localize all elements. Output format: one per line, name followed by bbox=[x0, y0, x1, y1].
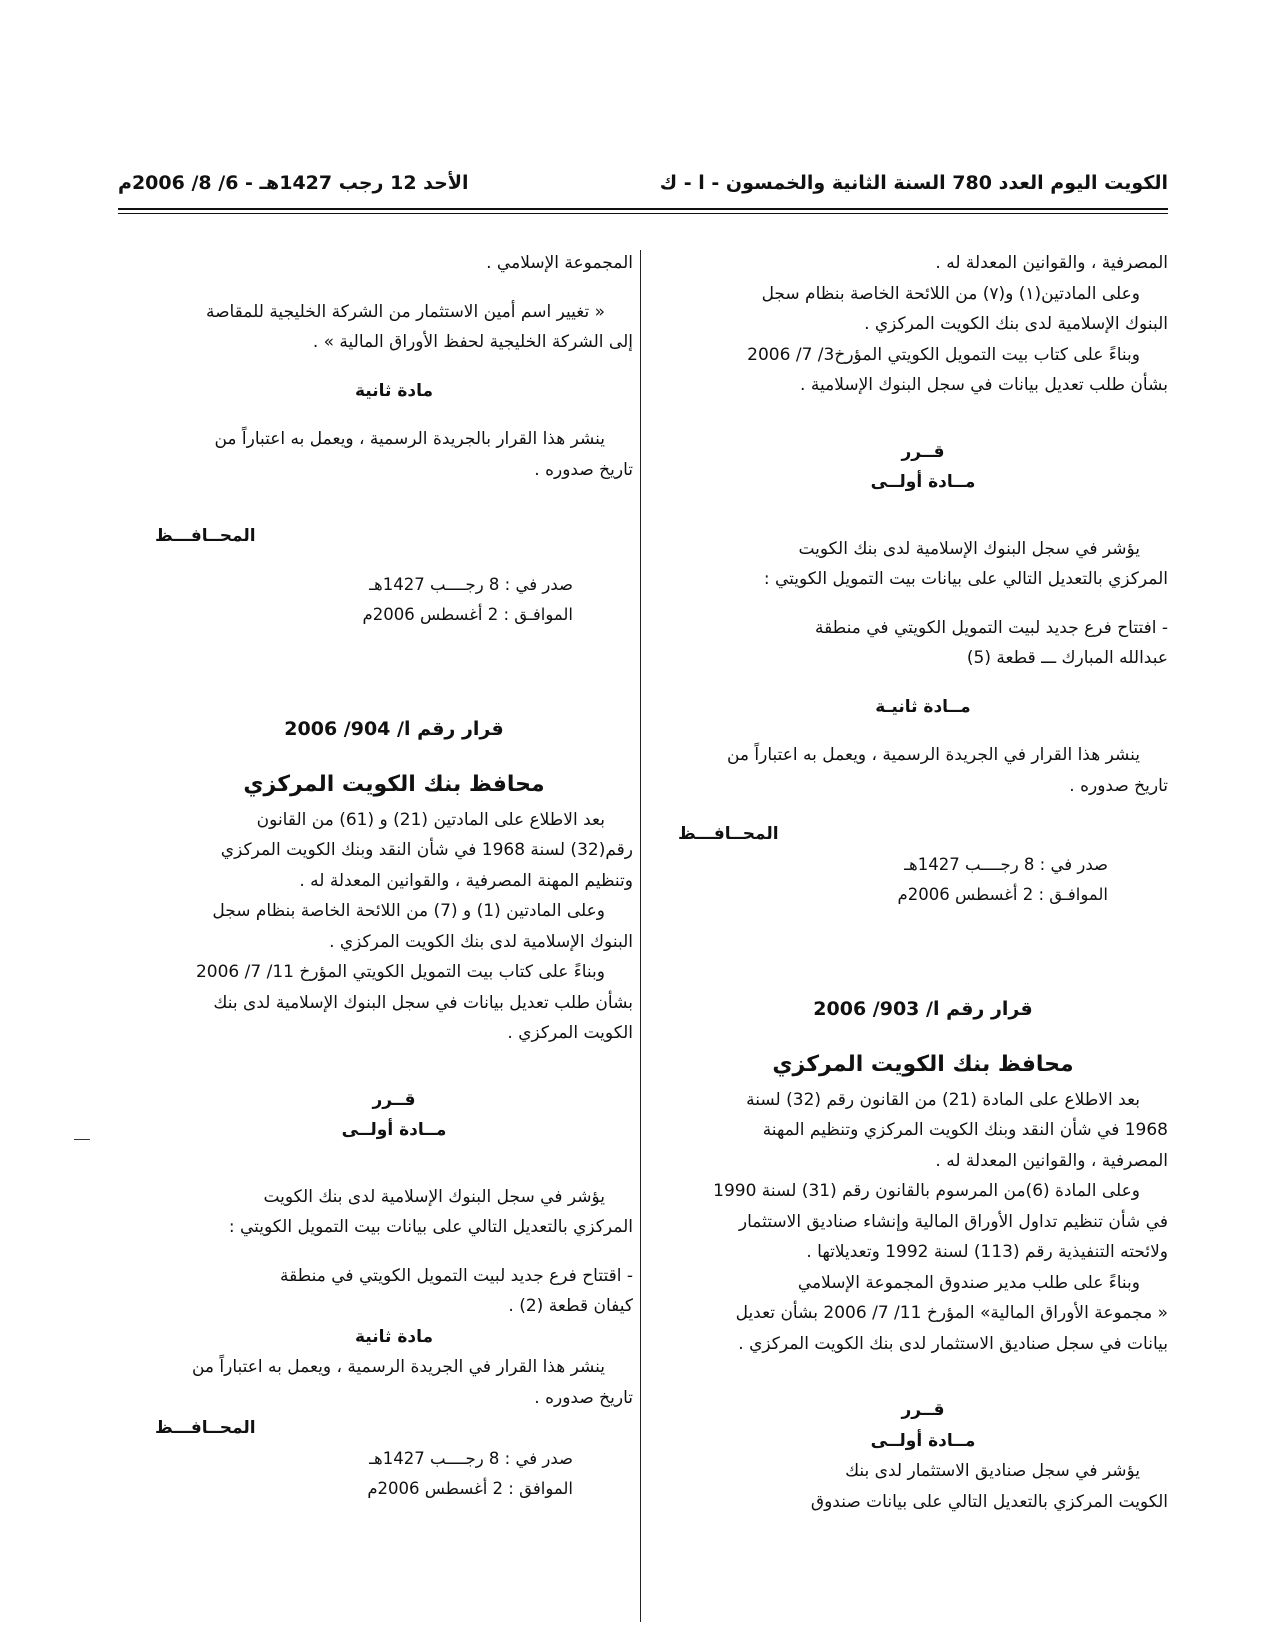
paragraph-line: بعد الاطلاع على المادتين (21) و (61) من القانون bbox=[256, 809, 605, 830]
header-issue-info: الكويت اليوم العدد 780 السنة الثانية والخمسون - ا - ك bbox=[659, 172, 1168, 194]
article-title: مادة ثانية bbox=[355, 1326, 433, 1347]
paragraph-line: المصرفية ، والقوانين المعدلة له . bbox=[935, 1150, 1168, 1171]
paragraph-line: تاريخ صدوره . bbox=[534, 1387, 633, 1408]
paragraph-line: وعلى المادتين (1) و (7) من اللائحة الخاصة بنظام سجل bbox=[212, 901, 605, 921]
corresponding-date: الموافـق : 2 أغسطس 2006م bbox=[897, 884, 1108, 904]
decides-heading: قــرر bbox=[901, 1400, 945, 1420]
header-rule-thick bbox=[118, 208, 1168, 210]
paragraph-line: ينشر هذا القرار في الجريدة الرسمية ، ويعمل به اعتباراً من bbox=[726, 745, 1140, 765]
paragraph-line: البنوك الإسلامية لدى بنك الكويت المركزي . bbox=[329, 931, 633, 952]
paragraph-line: المركزي بالتعديل التالي على بيانات بيت التمويل الكويتي : bbox=[763, 569, 1168, 589]
article-title: مــادة أولــى bbox=[870, 1430, 976, 1451]
paragraph-line: وعلى المادتين(١) و(٧) من اللائحة الخاصة بنظام سجل bbox=[761, 283, 1140, 304]
corresponding-date: الموافـق : 2 أغسطس 2006م bbox=[362, 604, 573, 624]
paragraph-line: المصرفية ، والقوانين المعدلة له . bbox=[935, 253, 1168, 273]
paragraph-line: بشأن طلب تعديل بيانات في سجل البنوك الإسلامية . bbox=[800, 375, 1168, 395]
issue-date: صدر في : 8 رجــــب 1427هـ bbox=[904, 854, 1108, 874]
governor-signature: المحــافـــظ bbox=[155, 1418, 256, 1438]
paragraph-line: الكويت المركزي بالتعديل التالي على بيانات صندوق bbox=[810, 1491, 1168, 1512]
paragraph-line: 1968 في شأن النقد وبنك الكويت المركزي وتنظيم المهنة bbox=[762, 1120, 1168, 1140]
paragraph-line: يؤشر في سجل البنوك الإسلامية لدى بنك الكويت bbox=[798, 538, 1140, 559]
issue-date: صدر في : 8 رجــــب 1427هـ bbox=[369, 1448, 573, 1468]
paragraph-line: يؤشر في سجل البنوك الإسلامية لدى بنك الكويت bbox=[263, 1186, 605, 1207]
left-column bbox=[155, 248, 633, 1504]
paragraph-line: ينشر هذا القرار بالجريدة الرسمية ، ويعمل به اعتباراً من bbox=[214, 429, 605, 449]
issuing-authority: محافظ بنك الكويت المركزي bbox=[243, 772, 545, 797]
paragraph-line: البنوك الإسلامية لدى بنك الكويت المركزي . bbox=[864, 314, 1168, 334]
paragraph-line: وتنظيم المهنة المصرفية ، والقوانين المعدلة له . bbox=[299, 870, 633, 891]
list-item: كيفان قطعة (2) . bbox=[508, 1296, 633, 1316]
decision-number: قرار رقم ا/ 904/ 2006 bbox=[284, 717, 504, 740]
decides-heading: قــرر bbox=[372, 1089, 416, 1110]
list-item: عبدالله المبارك ـــ قطعة (5) bbox=[966, 648, 1168, 668]
article-title: مــادة ثانيـة bbox=[875, 696, 971, 717]
paragraph-line: يؤشر في سجل صناديق الاستثمار لدى بنك bbox=[845, 1461, 1140, 1481]
paragraph-line: تاريخ صدوره . bbox=[1069, 775, 1168, 796]
corresponding-date: الموافق : 2 أغسطس 2006م bbox=[367, 1478, 573, 1498]
paragraph-line: ينشر هذا القرار في الجريدة الرسمية ، ويعمل به اعتباراً من bbox=[191, 1357, 605, 1377]
issuing-authority: محافظ بنك الكويت المركزي bbox=[772, 1052, 1074, 1077]
paragraph-line: وبناءً على طلب مدير صندوق المجموعة الإسلامي bbox=[797, 1272, 1140, 1293]
governor-signature: المحــافـــظ bbox=[155, 526, 256, 546]
decision-number: قرار رقم ا/ 903/ 2006 bbox=[813, 997, 1033, 1020]
paragraph-line: وبناءً على كتاب بيت التمويل الكويتي المؤرخ3/ 7/ 2006 bbox=[747, 344, 1140, 365]
header-date: الأحد 12 رجب 1427هـ - 6/ 8/ 2006م bbox=[118, 172, 469, 194]
article-title: مــادة أولــى bbox=[341, 1120, 447, 1140]
list-item: - اقتتاح فرع جديد لبيت التمويل الكويتي في منطقة bbox=[279, 1265, 633, 1286]
paragraph-line: بشأن طلب تعديل بيانات في سجل البنوك الإسلامية لدى بنك bbox=[213, 992, 633, 1013]
paragraph-line: الكويت المركزي . bbox=[507, 1023, 633, 1043]
paragraph-line: في شأن تنظيم تداول الأوراق المالية وإنشاء صناديق الاستثمار bbox=[738, 1211, 1168, 1232]
margin-mark bbox=[74, 1139, 90, 1140]
paragraph-line: بيانات في سجل صناديق الاستثمار لدى بنك الكويت المركزي . bbox=[738, 1333, 1168, 1354]
right-column bbox=[678, 248, 1168, 1517]
decides-heading: قــرر bbox=[901, 441, 945, 462]
article-title: مــادة أولــى bbox=[870, 472, 976, 492]
paragraph-line: ولائحته التنفيذية رقم (113) لسنة 1992 وتعديلاتها . bbox=[806, 1242, 1168, 1262]
article-title: مادة ثانية bbox=[355, 380, 433, 401]
column-divider bbox=[640, 250, 641, 1622]
list-item: - افتتاح فرع جديد لبيت التمويل الكويتي في منطقة bbox=[814, 617, 1168, 638]
paragraph-line: بعد الاطلاع على المادة (21) من القانون رقم (32) لسنة bbox=[746, 1089, 1140, 1110]
paragraph-line: وعلى المادة (6)من المرسوم بالقانون رقم (31) لسنة 1990 bbox=[713, 1181, 1140, 1201]
paragraph-line: رقم(32) لسنة 1968 في شأن النقد وبنك الكويت المركزي bbox=[220, 840, 633, 860]
paragraph-line: « مجموعة الأوراق المالية» المؤرخ 11/ 7/ 2006 بشأن تعديل bbox=[735, 1303, 1168, 1323]
header-rule-thin bbox=[118, 213, 1168, 214]
paragraph-line: تاريخ صدوره . bbox=[534, 459, 633, 480]
paragraph-line: المجموعة الإسلامي . bbox=[486, 253, 633, 273]
governor-signature: المحــافـــظ bbox=[678, 824, 779, 844]
paragraph-line: المركزي بالتعديل التالي على بيانات بيت التمويل الكويتي : bbox=[228, 1217, 633, 1237]
paragraph-line: إلى الشركة الخليجية لحفظ الأوراق المالية » . bbox=[312, 332, 633, 352]
paragraph-line: « تغيير اسم أمين الاستثمار من الشركة الخليجية للمقاصة bbox=[205, 301, 605, 322]
paragraph-line: وبناءً على كتاب بيت التمويل الكويتي المؤرخ 11/ 7/ 2006 bbox=[195, 962, 605, 982]
issue-date: صدر في : 8 رجــــب 1427هـ bbox=[369, 574, 573, 594]
